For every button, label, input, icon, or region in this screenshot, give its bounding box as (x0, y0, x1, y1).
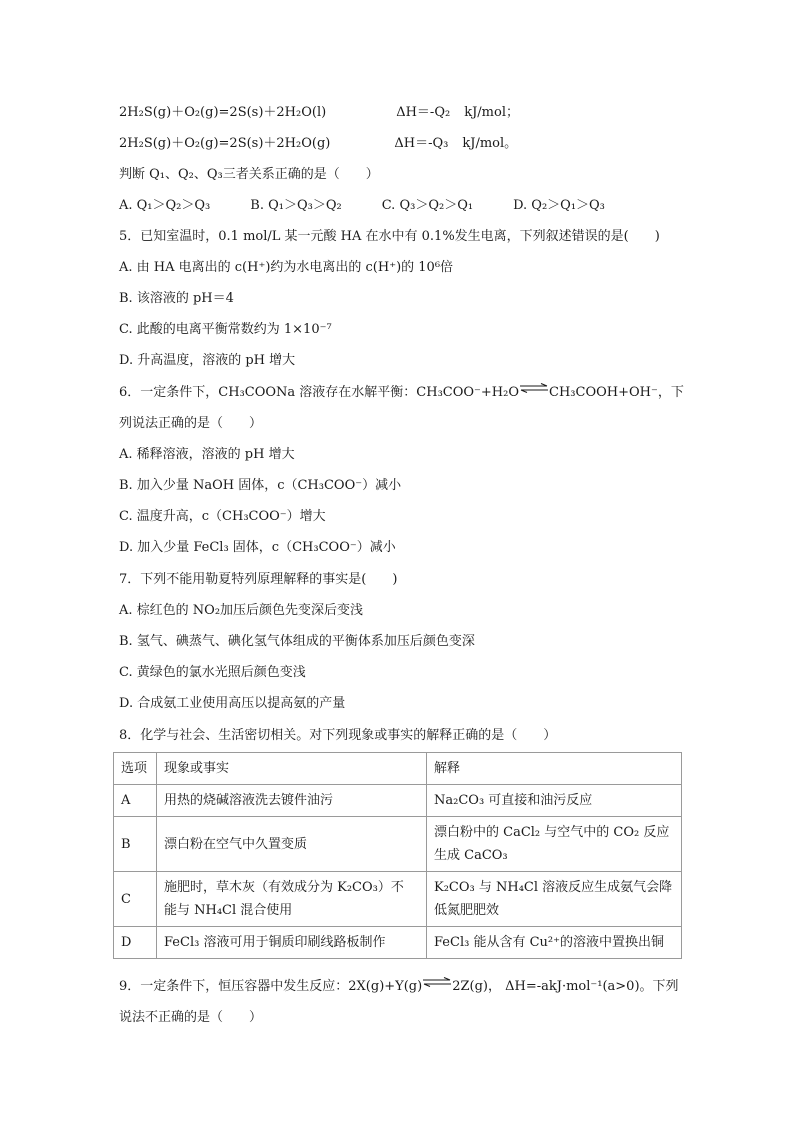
question-7-option-b: B. 氢气、碘蒸气、碘化氢气体组成的平衡体系加压后颜色变深 (119, 634, 475, 649)
equation-2-formula: 2H₂S(g)＋O₂(g)=2S(s)＋2H₂O(g) (119, 136, 331, 151)
equation-1-enthalpy: ΔH＝-Q₂ (396, 105, 451, 120)
question-4-option-a: A. Q₁＞Q₂＞Q₃ (119, 198, 211, 213)
question-5-stem: 5．已知室温时，0.1 mol/L 某一元酸 HA 在水中有 0.1%发生电离，下列叙述错误的是( ) (119, 229, 660, 244)
equilibrium-arrow-icon (422, 977, 452, 987)
equation-2-unit: kJ/mol。 (462, 136, 518, 151)
row-a-fact-line: 用热的烧碱溶液洗去镀件油污 (164, 793, 334, 808)
row-b-explanation (427, 817, 682, 872)
row-d-fact (157, 927, 427, 959)
question-6-stem-line-1 (119, 384, 684, 402)
question-4-option-b: B. Q₁＞Q₃＞Q₂ (250, 198, 342, 213)
table-header-explanation: 解释 (427, 753, 682, 785)
equation-2 (119, 135, 517, 153)
table-row (114, 785, 682, 817)
row-c-fact-line-2: 能与 NH₄Cl 混合使用 (164, 903, 293, 918)
row-c-explanation (427, 872, 682, 927)
question-6-option-d: D. 加入少量 FeCl₃ 固体，c（CH₃COO⁻）减小 (119, 540, 396, 555)
question-6-stem-part-2: CH₃COOH+OH⁻，下 (549, 385, 684, 400)
question-5-option-a: A. 由 HA 电离出的 c(H⁺)约为水电离出的 c(H⁺)的 10⁶倍 (119, 260, 454, 275)
question-4-stem: 判断 Q₁、Q₂、Q₃三者关系正确的是（ ） (119, 167, 379, 182)
question-7-option-d: D. 合成氨工业使用高压以提高氨的产量 (119, 696, 346, 711)
question-4-options (119, 197, 605, 215)
row-d-option: D (114, 927, 157, 959)
row-a-explanation (427, 785, 682, 817)
row-a-explanation-line: Na₂CO₃ 可直接和油污反应 (434, 793, 593, 808)
row-b-explanation-line-2: 生成 CaCO₃ (434, 848, 508, 863)
question-6-stem-part-1: 6．一定条件下，CH₃COONa 溶液存在水解平衡：CH₃COO⁻+H₂O (119, 385, 520, 400)
row-b-explanation-line-1: 漂白粉中的 CaCl₂ 与空气中的 CO₂ 反应 (434, 825, 670, 840)
question-9-stem-line-2: 说法不正确的是（ ） (119, 1010, 263, 1025)
row-c-fact (157, 872, 427, 927)
question-5-option-d: D. 升高温度，溶液的 pH 增大 (119, 353, 296, 368)
question-7-option-a: A. 棕红色的 NO₂加压后颜色先变深后变浅 (119, 603, 364, 618)
table-header-row (114, 753, 682, 785)
table-header-option: 选项 (114, 753, 157, 785)
equilibrium-arrow-icon (519, 383, 549, 393)
question-9-stem-part-1: 9．一定条件下，恒压容器中发生反应：2X(g)+Y(g) (119, 979, 423, 994)
question-8-table (113, 752, 682, 959)
question-6-option-b: B. 加入少量 NaOH 固体，c（CH₃COO⁻）减小 (119, 478, 402, 493)
row-d-explanation (427, 927, 682, 959)
question-8-stem: 8．化学与社会、生活密切相关。对下列现象或事实的解释正确的是（ ） (119, 728, 557, 743)
table-row (114, 872, 682, 927)
row-a-fact (157, 785, 427, 817)
row-a-option: A (114, 785, 157, 817)
table-header-fact: 现象或事实 (157, 753, 427, 785)
row-d-fact-line: FeCl₃ 溶液可用于铜质印刷线路板制作 (164, 935, 386, 950)
row-c-fact-line-1: 施肥时，草木灰（有效成分为 K₂CO₃）不 (164, 880, 404, 895)
equation-2-enthalpy: ΔH＝-Q₃ (394, 136, 449, 151)
row-c-explanation-line-1: K₂CO₃ 与 NH₄Cl 溶液反应生成氨气会降 (434, 880, 673, 895)
question-9-stem-part-2: 2Z(g)， ΔH=-akJ·mol⁻¹(a>0)。下列 (452, 979, 679, 994)
row-c-explanation-line-2: 低氮肥肥效 (434, 903, 500, 918)
row-b-fact (157, 817, 427, 872)
table-row (114, 927, 682, 959)
question-4-option-c: C. Q₃＞Q₂＞Q₁ (381, 198, 474, 213)
equation-1 (119, 104, 519, 122)
question-5-option-b: B. 该溶液的 pH＝4 (119, 291, 234, 306)
question-7-option-c: C. 黄绿色的氯水光照后颜色变浅 (119, 665, 306, 680)
question-9-stem-line-1 (119, 978, 679, 996)
row-b-option: B (114, 817, 157, 872)
question-6-option-c: C. 温度升高，c（CH₃COO⁻）增大 (119, 509, 326, 524)
question-4-option-d: D. Q₂＞Q₁＞Q₃ (513, 198, 605, 213)
row-c-option: C (114, 872, 157, 927)
equation-1-unit: kJ/mol； (464, 105, 519, 120)
row-b-fact-line: 漂白粉在空气中久置变质 (164, 836, 308, 852)
question-6-stem-line-2: 列说法正确的是（ ） (119, 416, 263, 431)
question-7-stem: 7．下列不能用勒夏特列原理解释的事实是( ) (119, 572, 398, 587)
equation-1-formula: 2H₂S(g)＋O₂(g)=2S(s)＋2H₂O(l) (119, 105, 327, 120)
question-6-option-a: A. 稀释溶液，溶液的 pH 增大 (119, 447, 295, 462)
question-5-option-c: C. 此酸的电离平衡常数约为 1×10⁻⁷ (119, 322, 332, 337)
row-d-explanation-line: FeCl₃ 能从含有 Cu²⁺的溶液中置换出铜 (434, 935, 664, 950)
table-row (114, 817, 682, 872)
